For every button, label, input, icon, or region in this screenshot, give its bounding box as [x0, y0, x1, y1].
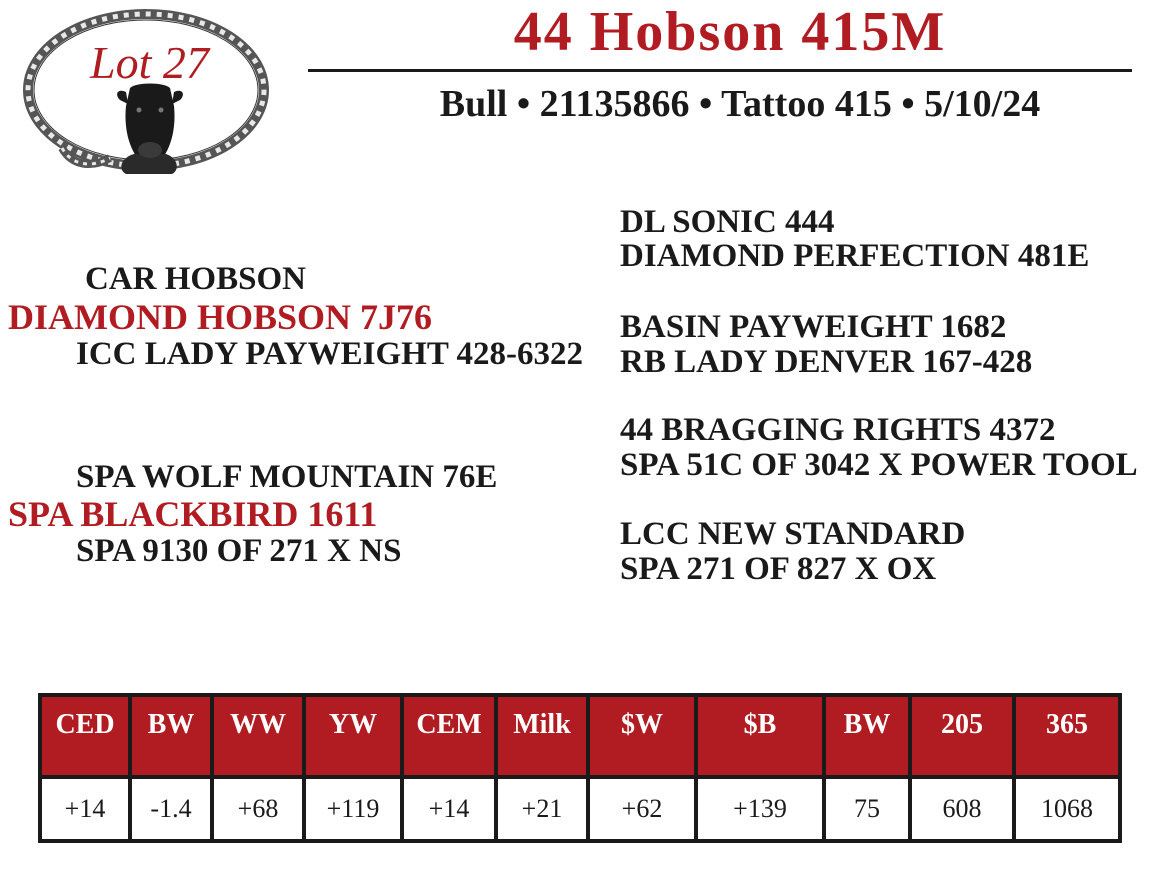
ancestor-2: DIAMOND PERFECTION 481E	[620, 238, 1090, 274]
lot-logo	[22, 8, 274, 186]
sire-name: DIAMOND HOBSON 7J76	[8, 297, 433, 337]
sire-sire: CAR HOBSON	[85, 261, 306, 297]
ancestor-3: BASIN PAYWEIGHT 1682	[620, 309, 1007, 345]
sire-dam: ICC LADY PAYWEIGHT 428-6322	[76, 336, 583, 372]
epd-value-milk: +21	[496, 777, 588, 841]
ancestor-8: SPA 271 OF 827 X OX	[620, 551, 937, 587]
lot-number: Lot 27	[90, 37, 209, 88]
epd-value-cem: +14	[402, 777, 496, 841]
dam-name: SPA BLACKBIRD 1611	[8, 494, 378, 534]
dam-sire: SPA WOLF MOUNTAIN 76E	[76, 459, 498, 495]
ancestor-6: SPA 51C OF 3042 X POWER TOOL	[620, 447, 1138, 483]
epd-header-actual-bw: BW	[824, 695, 910, 777]
epd-value-ww: +68	[212, 777, 304, 841]
ancestor-7: LCC NEW STANDARD	[620, 516, 966, 552]
epd-value-365: 1068	[1014, 777, 1120, 841]
epd-header-milk: Milk	[496, 695, 588, 777]
epd-header-yw: YW	[304, 695, 402, 777]
epd-value-bw: -1.4	[130, 777, 212, 841]
epd-value-actual-bw: 75	[824, 777, 910, 841]
epd-value-b-index: +139	[696, 777, 824, 841]
epd-header-205: 205	[910, 695, 1014, 777]
epd-header-b-index: $B	[696, 695, 824, 777]
epd-header-ced: CED	[40, 695, 130, 777]
animal-info-subtitle: Bull • 21135866 • Tattoo 415 • 5/10/24	[439, 83, 1041, 125]
epd-header-cem: CEM	[402, 695, 496, 777]
epd-header-ww: WW	[212, 695, 304, 777]
epd-header-365: 365	[1014, 695, 1120, 777]
epd-header-w-index: $W	[588, 695, 696, 777]
epd-table	[38, 693, 1122, 843]
dam-dam: SPA 9130 OF 271 X NS	[76, 533, 402, 569]
epd-value-w-index: +62	[588, 777, 696, 841]
epd-header-bw: BW	[130, 695, 212, 777]
epd-header-row	[40, 695, 1120, 777]
ancestor-4: RB LADY DENVER 167-428	[620, 344, 1033, 380]
title-divider	[308, 69, 1132, 72]
ancestor-1: DL SONIC 444	[620, 204, 835, 240]
epd-values-row	[40, 777, 1120, 841]
animal-name-title: 44 Hobson 415M	[513, 1, 947, 63]
epd-value-ced: +14	[40, 777, 130, 841]
epd-value-yw: +119	[304, 777, 402, 841]
ancestor-5: 44 BRAGGING RIGHTS 4372	[620, 412, 1056, 448]
rope-lasso-icon	[22, 8, 274, 186]
cattle-head-icon	[117, 84, 183, 175]
epd-value-205: 608	[910, 777, 1014, 841]
